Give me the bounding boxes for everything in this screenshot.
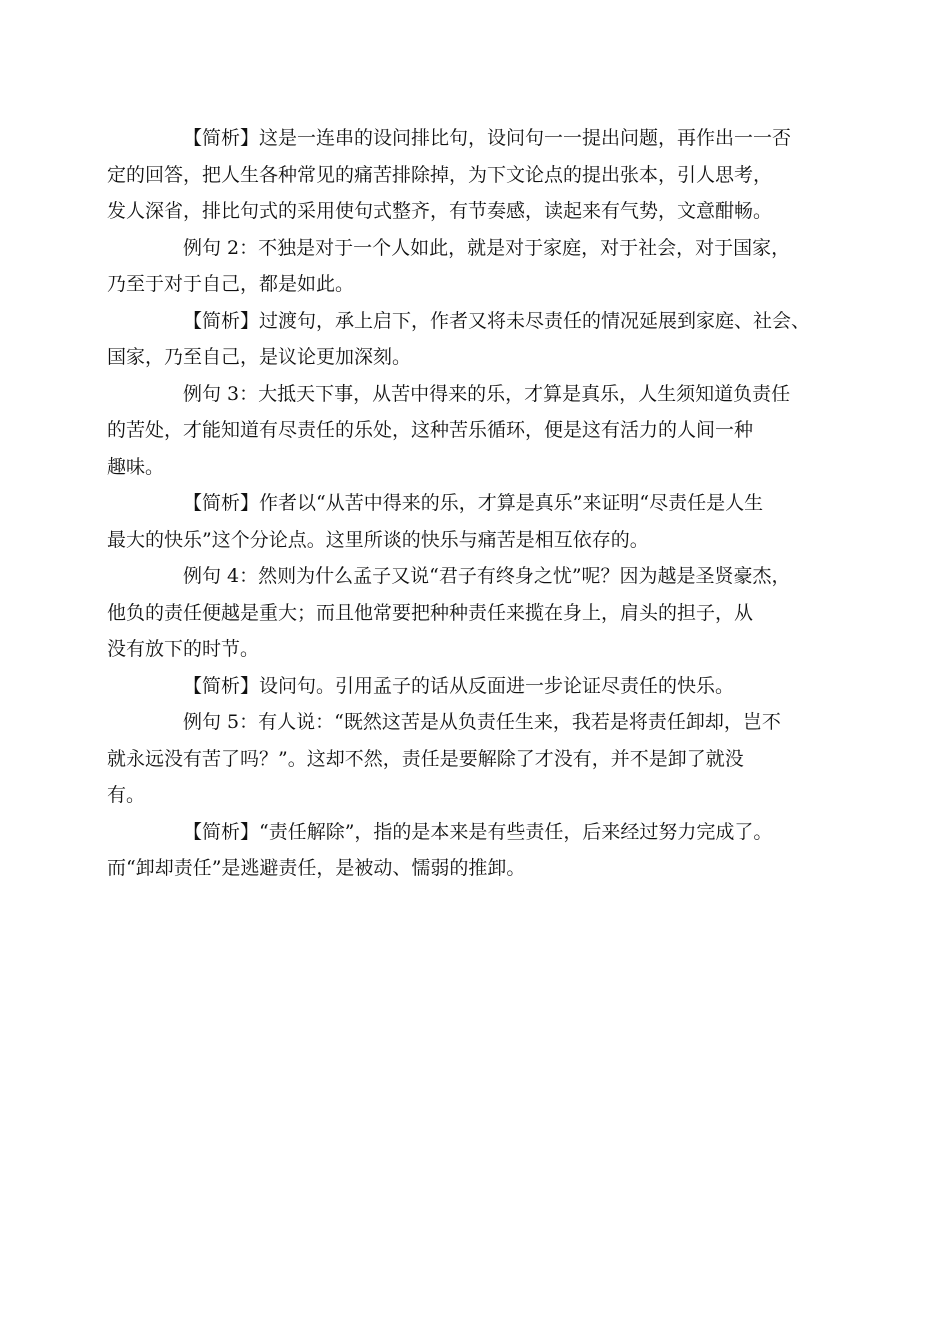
document-body [107,120,811,887]
text-line: 【简析】“责任解除”，指的是本来是有些责任，后来经过努力完成了。 [183,820,773,843]
text-line: 国家，乃至自己，是议论更加深刻。 [107,346,412,368]
text-line: 发人深省，排比句式的采用使句式整齐，有节奏感，读起来有气势，文意酣畅。 [107,200,773,222]
example-paragraph-5 [107,704,810,814]
example-paragraph-3 [107,376,810,486]
example-paragraph-4 [107,558,810,668]
text-line: 例句 2：不独是对于一个人如此，就是对于家庭，对于社会，对于国家， [183,236,791,259]
text-line: 没有放下的时节。 [107,638,260,660]
analysis-paragraph-3 [107,485,810,558]
analysis-paragraph-2 [107,303,811,376]
text-line: 就永远没有苦了吗？”。这却不然，责任是要解除了才没有，并不是卸了就没 [107,747,744,770]
text-line: 的苦处，才能知道有尽责任的乐处，这种苦乐循环，便是这有活力的人间一种 [107,419,754,441]
text-line: 例句 4：然则为什么孟子又说“君子有终身之忧”呢？因为越是圣贤豪杰， [183,565,791,587]
text-line: 他负的责任便越是重大；而且他常要把种种责任来揽在身上，肩头的担子，从 [107,601,754,624]
text-line: 最大的快乐”这个分论点。这里所谈的快乐与痛苦是相互依存的。 [107,528,649,551]
text-line: 乃至于对于自己，都是如此。 [107,273,355,295]
analysis-paragraph-5 [107,814,810,887]
text-line: 例句 5：有人说：“既然这苦是从负责任生来，我若是将责任卸却，岂不 [183,711,781,733]
analysis-paragraph-4 [145,668,810,705]
text-line: 【简析】过渡句，承上启下，作者又将未尽责任的情况延展到家庭、社会、 [183,309,811,332]
text-line: 【简析】作者以“从苦中得来的乐，才算是真乐”来证明“尽责任是人生 [183,492,764,514]
text-line: 有。 [107,784,146,806]
text-line: 定的回答，把人生各种常见的痛苦排除掉，为下文论点的提出张本，引人思考， [107,163,773,186]
text-line: 而“卸却责任”是逃避责任，是被动、懦弱的推卸。 [107,857,526,879]
analysis-paragraph-1 [107,120,810,230]
text-line: 例句 3：大抵天下事，从苦中得来的乐，才算是真乐，人生须知道负责任 [183,382,791,405]
text-line: 趣味。 [107,455,165,478]
text-line: 【简析】设问句。引用孟子的话从反面进一步论证尽责任的快乐。 [183,674,735,697]
example-paragraph-2 [107,230,810,303]
text-line: 【简析】这是一连串的设问排比句，设问句一一提出问题，再作出一一否 [183,127,792,149]
